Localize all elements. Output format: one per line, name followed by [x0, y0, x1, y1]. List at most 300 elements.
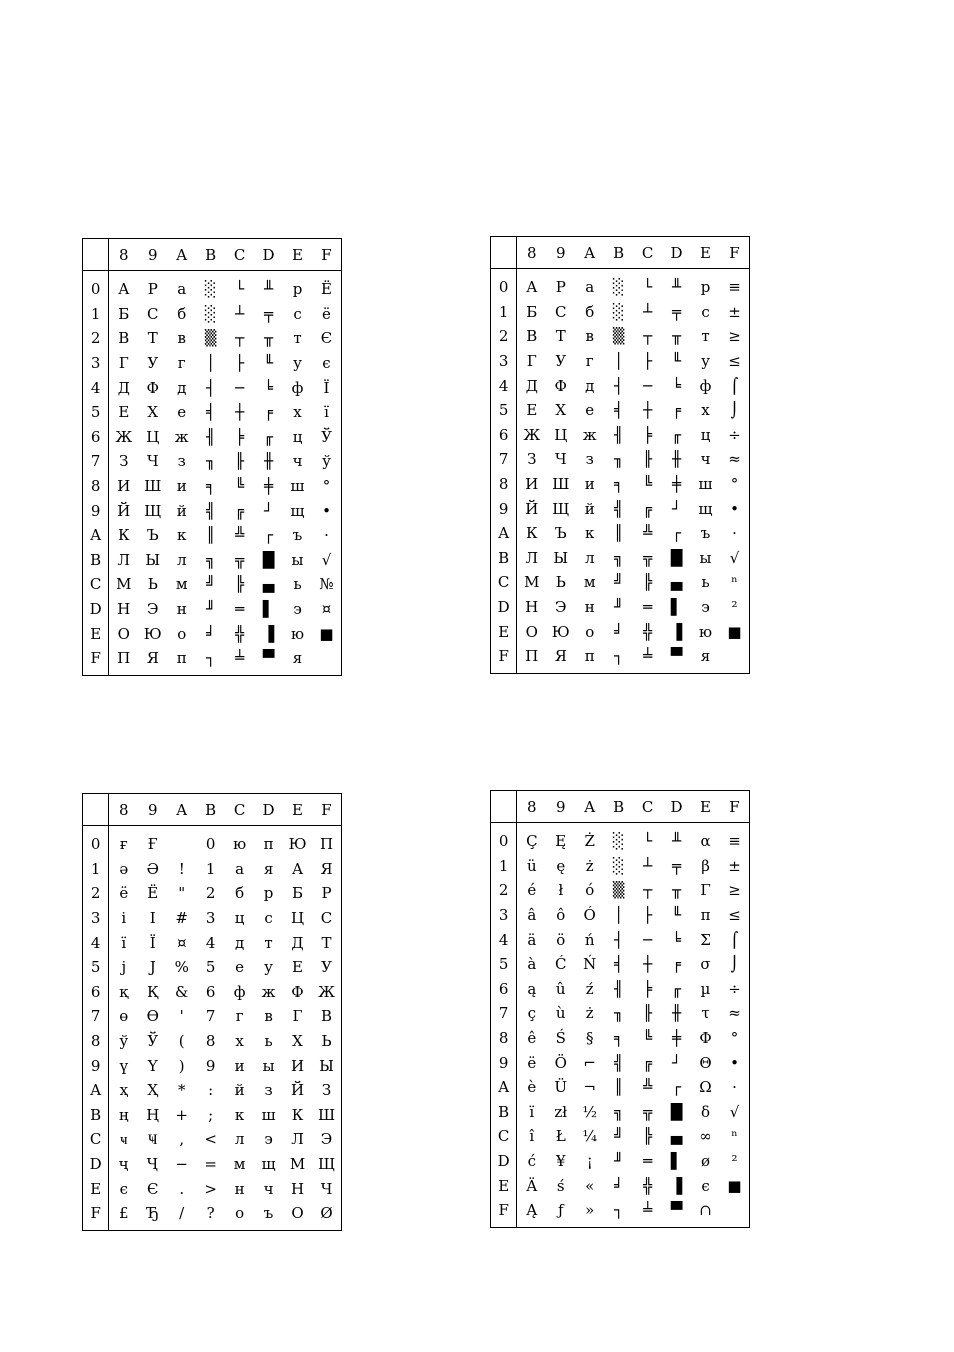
- char-cell: ╩: [235, 526, 245, 545]
- table-row: [491, 521, 750, 546]
- char-cell: ;: [208, 1105, 214, 1124]
- row-header: 0: [491, 823, 517, 854]
- table-row: [83, 1176, 342, 1201]
- table-row: [491, 952, 750, 977]
- char-cell: Щ: [317, 1155, 336, 1174]
- char-cell: ╝: [614, 573, 624, 592]
- char-cell: О: [117, 624, 130, 643]
- char-cell: £: [119, 1204, 129, 1223]
- char-cell: С: [320, 909, 333, 928]
- row-header: 1: [83, 857, 109, 882]
- char-cell: ę: [556, 856, 566, 875]
- char-cell: ╬: [235, 624, 245, 643]
- char-cell: ╠: [643, 573, 653, 592]
- row-header: B: [83, 1103, 109, 1128]
- char-cell: ё: [119, 884, 129, 903]
- char-cell: ù: [555, 1004, 566, 1023]
- char-cell: ╦: [643, 1102, 653, 1121]
- row-header: F: [83, 1201, 109, 1230]
- char-cell: п: [263, 835, 274, 854]
- char-cell: б: [585, 302, 595, 321]
- char-cell: э: [701, 598, 710, 617]
- char-cell: ▐: [262, 624, 275, 643]
- char-cell: ²: [731, 1152, 738, 1171]
- char-cell: ∩: [699, 1201, 712, 1220]
- char-cell: 0: [205, 835, 216, 854]
- char-cell: и: [176, 477, 187, 496]
- table-row: [491, 269, 750, 300]
- char-cell: ≡: [728, 278, 741, 297]
- table-row: [491, 1026, 750, 1051]
- char-cell: └: [235, 280, 245, 299]
- char-cell: б: [235, 884, 245, 903]
- char-cell: §: [585, 1029, 594, 1048]
- char-cell: ): [178, 1056, 185, 1075]
- char-cell: ╕: [206, 477, 216, 496]
- row-header: B: [491, 1100, 517, 1125]
- char-cell: Ж: [523, 425, 541, 444]
- char-cell: И: [117, 477, 131, 496]
- header-row: [83, 239, 342, 271]
- char-cell: ╜: [614, 598, 624, 617]
- char-cell: ║: [614, 524, 624, 543]
- char-cell: ⁿ: [731, 573, 738, 592]
- table-row: [491, 1050, 750, 1075]
- char-cell: ╣: [206, 501, 216, 520]
- char-cell: ┼: [235, 403, 245, 422]
- char-cell: ї: [121, 933, 127, 952]
- char-cell: ╞: [643, 425, 653, 444]
- char-cell: е: [235, 958, 245, 977]
- table-row: [491, 903, 750, 928]
- column-header: 9: [138, 239, 167, 271]
- char-cell: ê: [527, 1029, 537, 1048]
- char-cell: µ: [700, 979, 711, 998]
- char-cell: є: [701, 1176, 710, 1195]
- char-cell: √: [321, 550, 332, 569]
- table-row: [83, 474, 342, 499]
- char-cell: Ҹ: [147, 1130, 158, 1149]
- char-cell: ·: [324, 526, 329, 545]
- char-cell: Σ: [700, 930, 711, 949]
- char-cell: Б: [526, 302, 538, 321]
- char-cell: д: [234, 933, 245, 952]
- char-cell: і: [121, 909, 127, 928]
- row-header: 4: [83, 375, 109, 400]
- char-cell: ─: [235, 378, 245, 397]
- char-cell: Ї: [149, 933, 156, 952]
- char-cell: ø: [701, 1152, 711, 1171]
- char-cell: ъ: [263, 1204, 274, 1223]
- column-header: 8: [517, 237, 546, 269]
- char-cell: ─: [643, 930, 653, 949]
- char-cell: Ї: [323, 378, 330, 397]
- char-cell: ┘: [672, 499, 682, 518]
- column-header: C: [633, 237, 662, 269]
- row-header: A: [83, 1078, 109, 1103]
- row-header: 9: [83, 498, 109, 523]
- char-cell: 4: [205, 933, 216, 952]
- char-cell: â: [527, 906, 537, 925]
- char-cell: +: [175, 1105, 188, 1124]
- char-cell: и: [234, 1056, 245, 1075]
- char-cell: •: [322, 501, 331, 520]
- char-cell: Ң: [146, 1105, 160, 1124]
- row-header: 3: [83, 906, 109, 931]
- char-cell: ╚: [643, 475, 653, 494]
- char-cell: ┘: [672, 1053, 682, 1072]
- char-cell: Я: [320, 859, 333, 878]
- char-cell: ╥: [264, 329, 274, 348]
- table-row: [491, 423, 750, 448]
- column-header: C: [225, 794, 254, 826]
- char-cell: х: [235, 1032, 244, 1051]
- char-cell: ╨: [672, 832, 682, 851]
- char-cell: >: [204, 1179, 217, 1198]
- char-cell: ?: [206, 1204, 215, 1223]
- char-cell: û: [555, 979, 566, 998]
- char-cell: Ь: [147, 575, 158, 594]
- char-cell: с: [264, 909, 273, 928]
- char-cell: ╘: [264, 378, 274, 397]
- row-header: 8: [83, 1029, 109, 1054]
- char-cell: є: [119, 1179, 128, 1198]
- char-cell: щ: [698, 499, 713, 518]
- char-cell: 1: [205, 859, 216, 878]
- char-cell: ╪: [672, 1029, 682, 1048]
- char-cell: Щ: [552, 499, 570, 518]
- char-cell: ╞: [235, 427, 245, 446]
- char-cell: т: [264, 933, 273, 952]
- char-cell: Ś: [555, 1029, 566, 1048]
- char-cell: Ъ: [146, 526, 159, 545]
- column-header: B: [604, 791, 633, 823]
- char-cell: Ю: [288, 835, 307, 854]
- header-row: [83, 794, 342, 826]
- char-cell: *: [177, 1081, 186, 1100]
- char-cell: Р: [321, 884, 332, 903]
- char-cell: ╠: [235, 575, 245, 594]
- char-cell: Н: [290, 1179, 305, 1198]
- char-cell: │: [614, 352, 624, 371]
- table-row: [491, 447, 750, 472]
- char-cell: Я: [146, 649, 159, 668]
- char-cell: ≥: [728, 327, 741, 346]
- code-table-4: [490, 790, 750, 1228]
- char-cell: П: [117, 649, 131, 668]
- char-cell: ô: [556, 906, 566, 925]
- char-cell: ┼: [643, 401, 653, 420]
- char-cell: █: [262, 550, 275, 569]
- char-cell: ═: [235, 600, 245, 619]
- char-cell: У: [147, 354, 159, 373]
- char-cell: │: [614, 906, 624, 925]
- table-row: [491, 854, 750, 879]
- char-cell: √: [729, 1102, 740, 1121]
- table-row: [491, 977, 750, 1002]
- char-cell: ╗: [206, 550, 216, 569]
- char-cell: О: [291, 1204, 304, 1223]
- row-header: 0: [491, 269, 517, 300]
- char-cell: д: [585, 376, 595, 395]
- char-cell: ░: [612, 278, 625, 297]
- char-cell: Ҷ: [147, 1155, 159, 1174]
- char-cell: ╧: [235, 649, 245, 668]
- char-cell: ╥: [672, 881, 682, 900]
- row-header: 5: [83, 400, 109, 425]
- char-cell: ╫: [672, 450, 682, 469]
- char-cell: δ: [701, 1102, 711, 1121]
- char-cell: ╡: [614, 401, 624, 420]
- table-row: [83, 597, 342, 622]
- table-row: [83, 980, 342, 1005]
- char-cell: ә: [119, 859, 129, 878]
- row-header: 2: [491, 878, 517, 903]
- char-cell: с: [701, 302, 710, 321]
- char-cell: Ą: [526, 1201, 538, 1220]
- char-cell: л: [584, 548, 595, 567]
- row-header: 7: [83, 1004, 109, 1029]
- table-row: [83, 1152, 342, 1177]
- char-cell: ╓: [672, 425, 682, 444]
- char-cell: τ: [701, 1004, 710, 1023]
- char-cell: ╚: [643, 1029, 653, 1048]
- char-cell: қ: [119, 982, 129, 1001]
- char-cell: Й: [290, 1081, 305, 1100]
- char-cell: Ы: [553, 548, 569, 567]
- char-cell: ╛: [614, 622, 624, 641]
- table-row: [491, 300, 750, 325]
- char-cell: Ғ: [147, 835, 158, 854]
- char-cell: э: [293, 600, 302, 619]
- row-header: 1: [491, 854, 517, 879]
- char-cell: Э: [147, 600, 159, 619]
- char-cell: й: [234, 1081, 245, 1100]
- char-cell: Н: [525, 598, 539, 617]
- char-cell: ±: [728, 856, 741, 875]
- char-cell: Ü: [554, 1078, 568, 1097]
- char-cell: █: [670, 548, 683, 567]
- char-cell: ╛: [614, 1176, 624, 1195]
- column-header: A: [167, 794, 196, 826]
- char-cell: [720, 1198, 750, 1227]
- char-cell: Ђ: [146, 1204, 159, 1223]
- char-cell: Ф: [291, 982, 304, 1001]
- row-header: 0: [83, 271, 109, 302]
- char-cell: Ю: [143, 624, 162, 643]
- char-cell: è: [527, 1078, 537, 1097]
- char-cell: ╕: [614, 1029, 624, 1048]
- char-cell: ╟: [643, 450, 653, 469]
- char-cell: ╬: [643, 1176, 653, 1195]
- char-cell: ╗: [614, 1102, 624, 1121]
- char-cell: ┤: [614, 376, 624, 395]
- char-cell: ь: [293, 575, 302, 594]
- char-cell: ч: [700, 450, 711, 469]
- char-cell: 2: [205, 884, 216, 903]
- char-cell: 9: [205, 1056, 216, 1075]
- char-cell: ż: [585, 856, 594, 875]
- char-cell: ┘: [264, 501, 274, 520]
- char-cell: Ć: [555, 955, 567, 974]
- char-cell: à: [527, 955, 537, 974]
- char-cell: Ў: [147, 1032, 159, 1051]
- char-cell: Ј: [149, 958, 156, 977]
- table-row: [491, 878, 750, 903]
- char-cell: у: [701, 352, 710, 371]
- char-cell: │: [206, 354, 216, 373]
- char-cell: ┐: [614, 1201, 624, 1220]
- row-header: 3: [83, 351, 109, 376]
- char-cell: ": [178, 884, 186, 903]
- char-cell: ░: [204, 304, 217, 323]
- char-cell: Ю: [551, 622, 570, 641]
- column-header: 8: [109, 239, 138, 271]
- char-cell: м: [233, 1155, 246, 1174]
- char-cell: ó: [585, 881, 595, 900]
- char-cell: ─: [643, 376, 653, 395]
- char-cell: ▀: [262, 649, 275, 668]
- char-cell: Ш: [317, 1105, 336, 1124]
- row-header: 3: [491, 349, 517, 374]
- table-row: [83, 351, 342, 376]
- table-row: [83, 271, 342, 302]
- row-header: C: [491, 570, 517, 595]
- row-header: A: [491, 521, 517, 546]
- char-cell: ƒ: [557, 1201, 564, 1220]
- table-row: [491, 324, 750, 349]
- char-cell: ┐: [206, 649, 216, 668]
- char-cell: Ö: [554, 1053, 567, 1072]
- table-row: [491, 349, 750, 374]
- char-cell: Х: [292, 1032, 303, 1051]
- char-cell: ░: [612, 302, 625, 321]
- char-cell: к: [234, 1105, 245, 1124]
- char-cell: ┴: [643, 856, 653, 875]
- code-table-3: [82, 793, 342, 1231]
- char-cell: К: [526, 524, 538, 543]
- char-cell: М: [289, 1155, 306, 1174]
- column-header: F: [312, 239, 342, 271]
- char-cell: у: [293, 354, 302, 373]
- char-cell: Ч: [554, 450, 567, 469]
- char-cell: ■: [727, 1176, 742, 1195]
- char-cell: ц: [234, 909, 245, 928]
- char-cell: −: [175, 1155, 188, 1174]
- char-cell: ': [179, 1007, 184, 1026]
- char-cell: ө: [119, 1007, 129, 1026]
- char-cell: ╓: [672, 979, 682, 998]
- char-cell: Е: [292, 958, 303, 977]
- char-cell: ▌: [262, 600, 275, 619]
- char-cell: ▐: [670, 1176, 683, 1195]
- char-cell: ╨: [672, 278, 682, 297]
- char-cell: ç: [527, 1004, 536, 1023]
- char-cell: ү: [119, 1056, 129, 1075]
- char-cell: ╔: [643, 1053, 653, 1072]
- char-cell: ╤: [264, 304, 274, 323]
- char-cell: З: [321, 1081, 332, 1100]
- char-cell: &: [175, 982, 189, 1001]
- char-cell: м: [175, 575, 188, 594]
- char-cell: н: [176, 600, 187, 619]
- char-cell: ь: [701, 573, 710, 592]
- char-cell: ╔: [235, 501, 245, 520]
- table-row: [83, 1127, 342, 1152]
- char-cell: ü: [526, 856, 537, 875]
- table-row: [83, 375, 342, 400]
- char-cell: ф: [291, 378, 304, 397]
- column-header: 9: [546, 791, 575, 823]
- char-cell: ф: [699, 376, 712, 395]
- char-cell: ≈: [728, 1004, 741, 1023]
- char-cell: %: [174, 958, 189, 977]
- char-cell: Ц: [146, 427, 160, 446]
- column-header: E: [283, 239, 312, 271]
- char-cell: й: [584, 499, 595, 518]
- char-cell: ж: [582, 425, 597, 444]
- char-cell: ┴: [235, 304, 245, 323]
- char-cell: ч: [263, 1179, 274, 1198]
- char-cell: м: [583, 573, 596, 592]
- char-cell: «: [585, 1176, 595, 1195]
- char-cell: :: [208, 1081, 214, 1100]
- char-cell: .: [179, 1179, 185, 1198]
- char-cell: ╙: [264, 354, 274, 373]
- char-cell: ś: [556, 1176, 565, 1195]
- char-cell: И: [290, 1056, 305, 1075]
- char-cell: щ: [261, 1155, 276, 1174]
- char-cell: Φ: [699, 1029, 712, 1048]
- char-cell: ў: [322, 452, 331, 471]
- char-cell: Й: [525, 499, 539, 518]
- char-cell: ├: [235, 354, 245, 373]
- row-header: A: [83, 523, 109, 548]
- column-header: F: [312, 794, 342, 826]
- char-cell: ▀: [670, 1201, 683, 1220]
- char-cell: ═: [643, 1152, 653, 1171]
- char-cell: ■: [319, 624, 334, 643]
- table-row: [83, 955, 342, 980]
- char-cell: ь: [264, 1032, 273, 1051]
- column-header: C: [225, 239, 254, 271]
- row-header: 8: [83, 474, 109, 499]
- char-cell: ∞: [699, 1127, 712, 1146]
- char-cell: ф: [233, 982, 246, 1001]
- table-row: [83, 906, 342, 931]
- row-header: 2: [83, 326, 109, 351]
- char-cell: у: [264, 958, 273, 977]
- char-cell: к: [585, 524, 595, 543]
- column-header: B: [604, 237, 633, 269]
- char-cell: Е: [118, 403, 130, 422]
- char-cell: °: [322, 477, 331, 496]
- table-row: [83, 498, 342, 523]
- char-cell: σ: [700, 955, 711, 974]
- table-row: [491, 1075, 750, 1100]
- char-cell: х: [701, 401, 710, 420]
- char-cell: └: [643, 278, 653, 297]
- char-cell: ╘: [672, 930, 682, 949]
- char-cell: ł: [558, 881, 564, 900]
- char-cell: ⌐: [583, 1053, 596, 1072]
- char-cell: [312, 646, 342, 675]
- char-cell: ш: [698, 475, 713, 494]
- row-header: 1: [83, 302, 109, 327]
- row-header: 7: [491, 447, 517, 472]
- char-cell: З: [119, 452, 129, 471]
- char-cell: ╢: [614, 979, 624, 998]
